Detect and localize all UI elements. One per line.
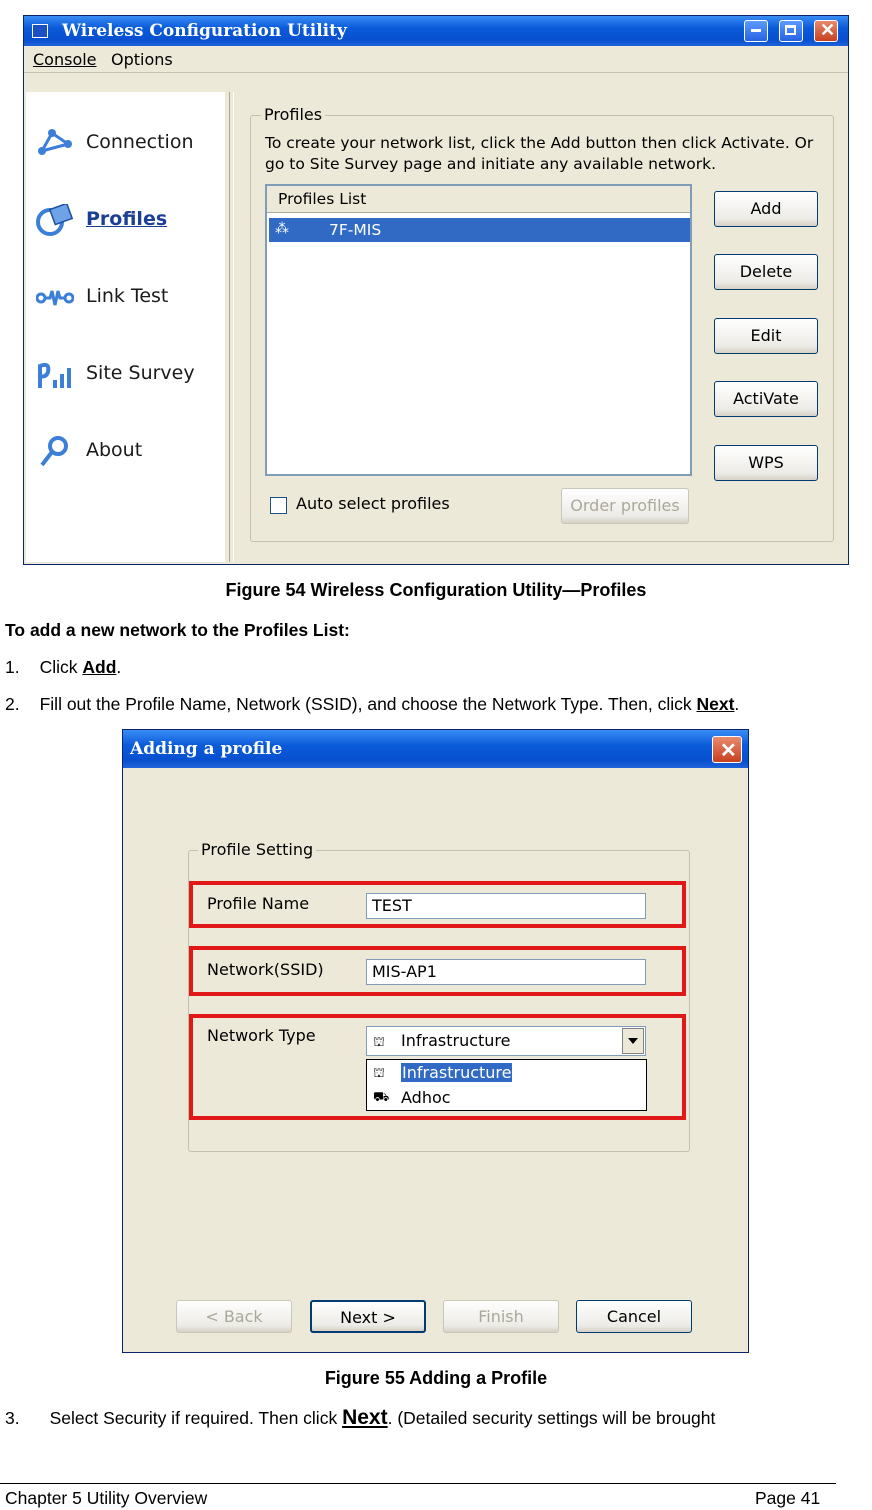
step-bold: Add xyxy=(82,657,117,677)
next-button[interactable]: Next > xyxy=(310,1300,426,1333)
step-number: 2. xyxy=(5,694,20,714)
step-bold: Next xyxy=(342,1406,388,1429)
step-number: 3. xyxy=(5,1408,20,1428)
sidebar-item-site-survey[interactable] xyxy=(26,350,225,400)
sidebar-item-label: Connection xyxy=(86,131,194,153)
activate-button[interactable]: ActiVate xyxy=(714,381,818,417)
add-button[interactable]: Add xyxy=(714,191,818,227)
pane-divider xyxy=(229,92,234,562)
cancel-button[interactable]: Cancel xyxy=(576,1300,692,1333)
menu-bar xyxy=(24,46,848,73)
chevron-down-icon[interactable] xyxy=(622,1028,644,1054)
profiles-list-header[interactable] xyxy=(267,186,690,213)
adding-profile-dialog xyxy=(122,729,749,1353)
auto-select-checkbox[interactable] xyxy=(270,497,287,514)
link-test-icon xyxy=(36,281,74,313)
list-item[interactable] xyxy=(269,218,690,242)
sidebar-item-label: Link Test xyxy=(86,285,169,307)
step-text: Select Security if required. Then click xyxy=(49,1408,343,1428)
figure-54-caption: Figure 54 Wireless Configuration Utility—Profiles xyxy=(225,580,647,600)
close-icon: ✕ xyxy=(720,738,737,762)
wireless-config-window xyxy=(23,15,849,565)
selected-value: Infrastructure xyxy=(401,1031,511,1050)
sidebar-item-label: Profiles xyxy=(86,208,168,230)
step-end: . xyxy=(734,694,740,714)
profile-name-label: Profile Name xyxy=(207,894,310,913)
step-bold: Next xyxy=(696,694,735,714)
footer-rule xyxy=(0,1483,836,1484)
maximize-button[interactable] xyxy=(779,20,803,42)
option-infrastructure[interactable]: Infrastructure xyxy=(402,1063,512,1082)
network-ssid-label: Network(SSID) xyxy=(207,960,324,979)
finish-button[interactable]: Finish xyxy=(443,1300,559,1333)
connection-icon xyxy=(36,127,74,159)
about-icon xyxy=(36,435,74,467)
step-3 xyxy=(5,1406,715,1430)
groupbox-title: Profiles xyxy=(261,105,325,124)
figure-55-caption: Figure 55 Adding a Profile xyxy=(324,1368,548,1388)
profiles-list[interactable] xyxy=(265,184,692,476)
app-icon xyxy=(32,24,48,38)
close-icon: ✕ xyxy=(820,20,836,41)
edit-button[interactable]: Edit xyxy=(714,318,818,354)
sidebar xyxy=(26,92,225,562)
window-title: Wireless Configuration Utility xyxy=(62,21,347,41)
step-1 xyxy=(5,657,121,678)
step-text-after: . (Detailed security settings will be brought xyxy=(387,1408,716,1428)
dialog-title-bar xyxy=(123,730,748,768)
minimize-button[interactable] xyxy=(744,20,768,42)
auto-select-label: Auto select profiles xyxy=(296,494,450,513)
groupbox-title: Profile Setting xyxy=(198,840,316,859)
back-button[interactable]: < Back xyxy=(176,1300,292,1333)
option-adhoc[interactable]: Adhoc xyxy=(401,1088,451,1107)
step-end: . xyxy=(116,657,122,677)
sidebar-item-about[interactable] xyxy=(26,427,225,477)
sidebar-item-connection[interactable] xyxy=(26,119,225,169)
dialog-close-button[interactable] xyxy=(712,736,742,763)
adhoc-icon: ⛟ xyxy=(373,1090,390,1105)
footer-chapter: Chapter 5 Utility Overview xyxy=(5,1488,208,1508)
wps-button[interactable]: WPS xyxy=(714,445,818,481)
network-type-options xyxy=(366,1059,647,1111)
sidebar-item-link-test[interactable] xyxy=(26,273,225,323)
profiles-description: To create your network list, click the Add button then click Activate. Or go to Site Survey page and initiate any available network. xyxy=(265,134,814,173)
infrastructure-icon: ⁂ xyxy=(275,221,289,237)
dialog-title: Adding a profile xyxy=(130,739,283,759)
step-text: Click xyxy=(39,657,83,677)
step-number: 1. xyxy=(5,657,20,677)
profiles-icon xyxy=(36,204,74,236)
footer-page-number: Page 41 xyxy=(755,1488,821,1508)
network-ssid-field[interactable]: MIS-AP1 xyxy=(366,959,646,985)
list-header-label: Profiles List xyxy=(278,190,367,208)
site-survey-icon xyxy=(36,358,74,390)
sidebar-item-profiles[interactable] xyxy=(26,196,225,246)
section-heading: To add a new network to the Profiles List: xyxy=(5,620,350,640)
network-type-label: Network Type xyxy=(207,1026,316,1045)
infrastructure-icon: ⛫ xyxy=(373,1034,385,1049)
delete-button[interactable]: Delete xyxy=(714,254,818,290)
order-profiles-button[interactable]: Order profiles xyxy=(561,488,689,524)
profile-name: 7F-MIS xyxy=(329,221,382,239)
menu-options[interactable]: Options xyxy=(111,50,173,69)
menu-console[interactable]: Console xyxy=(33,50,97,69)
close-button[interactable] xyxy=(814,20,838,42)
sidebar-item-label: About xyxy=(86,439,143,461)
step-2 xyxy=(5,694,739,715)
sidebar-item-label: Site Survey xyxy=(86,362,195,384)
profile-name-field[interactable]: TEST xyxy=(366,893,646,919)
infrastructure-icon: ⛫ xyxy=(373,1066,385,1081)
title-bar xyxy=(24,16,848,46)
step-text: Fill out the Profile Name, Network (SSID), and choose the Network Type. Then, click xyxy=(39,694,697,714)
network-type-select[interactable] xyxy=(366,1026,646,1056)
